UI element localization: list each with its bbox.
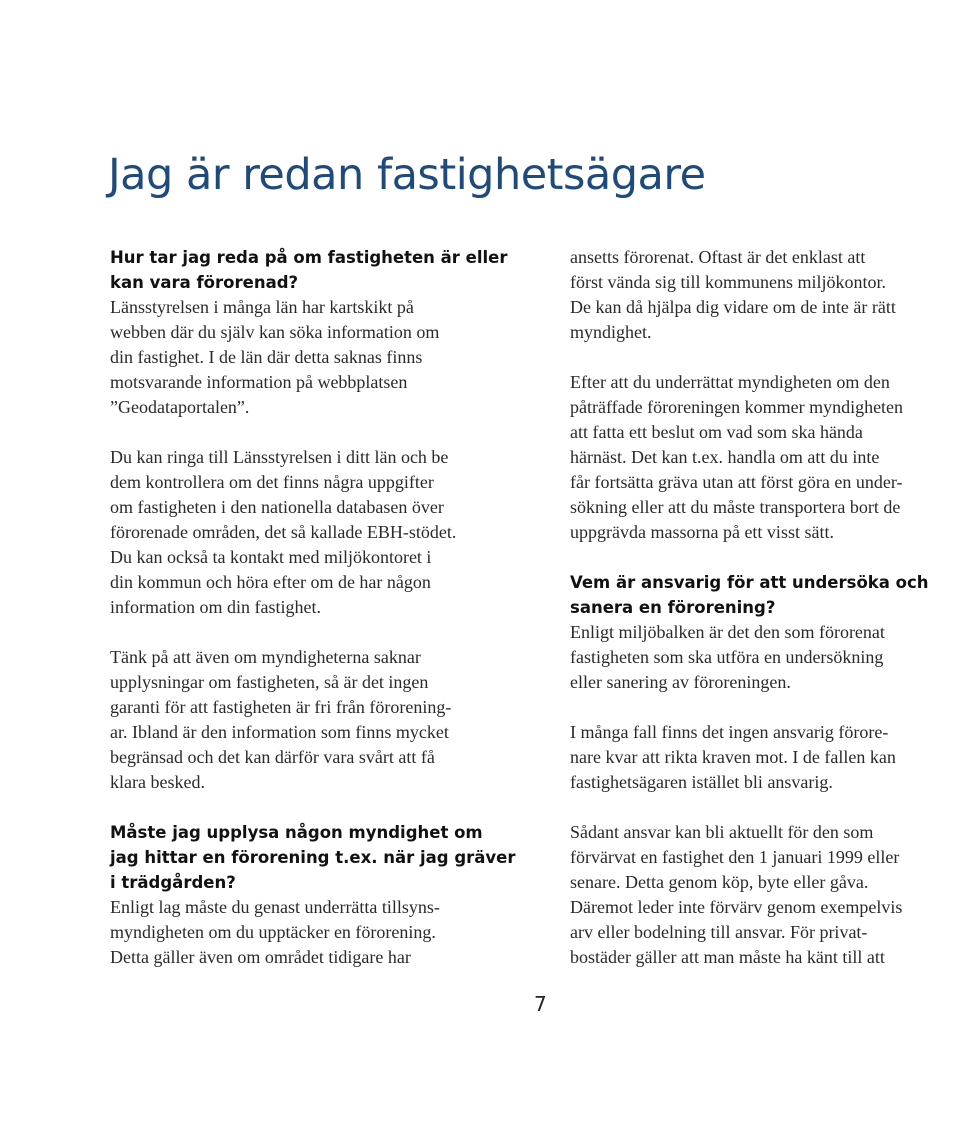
text-line: sökning eller att du måste transportera bort de: [570, 497, 901, 517]
text-line: klara besked.: [110, 772, 205, 792]
text-line: begränsad och det kan därför vara svårt att få: [110, 747, 435, 767]
text-line: Länsstyrelsen i många län har kartskikt på: [110, 297, 414, 317]
text-line: härnäst. Det kan t.ex. handla om att du inte: [570, 447, 880, 467]
text-line: dem kontrollera om det finns några uppgifter: [110, 472, 434, 492]
paragraph: [570, 820, 955, 970]
text-line: motsvarande information på webbplatsen: [110, 372, 408, 392]
text-line: påträffade föroreningen kommer myndigheten: [570, 397, 904, 417]
text-line: förorenade områden, det så kallade EBH-stödet.: [110, 522, 457, 542]
text-line: webben där du själv kan söka information om: [110, 322, 440, 342]
question-1-section: [110, 245, 510, 420]
heading-line: sanera en förorening?: [570, 598, 776, 617]
paragraph-block: [570, 720, 955, 795]
text-line: först vända sig till kommunens miljökontor.: [570, 272, 886, 292]
text-line: Sådant ansvar kan bli aktuellt för den som: [570, 822, 874, 842]
heading-line: jag hittar en förorening t.ex. när jag gräver: [110, 848, 516, 867]
text-line: garanti för att fastigheten är fri från förorening-: [110, 697, 452, 717]
page-number: 7: [534, 992, 547, 1016]
text-line: fastighetsägaren istället bli ansvarig.: [570, 772, 833, 792]
paragraph: [570, 620, 955, 695]
question-3-section: [570, 570, 955, 695]
text-line: uppgrävda massorna på ett visst sätt.: [570, 522, 834, 542]
text-line: Du kan ringa till Länsstyrelsen i ditt län och be: [110, 447, 449, 467]
text-line: om fastigheten i den nationella databasen över: [110, 497, 444, 517]
heading-line: kan vara förorenad?: [110, 273, 299, 292]
page-title: Jag är redan fastighetsägare: [108, 150, 706, 200]
text-line: fastigheten som ska utföra en undersökning: [570, 647, 884, 667]
paragraph-block: [570, 820, 955, 970]
text-line: nare kvar att rikta kraven mot. I de fallen kan: [570, 747, 896, 767]
text-line: Däremot leder inte förvärv genom exempelvis: [570, 897, 903, 917]
left-column: [110, 245, 516, 995]
text-line: förvärvat en fastighet den 1 januari 1999 eller: [570, 847, 900, 867]
text-line: ar. Ibland är den information som finns mycket: [110, 722, 449, 742]
paragraph: [570, 720, 955, 795]
text-line: upplysningar om fastigheten, så är det ingen: [110, 672, 429, 692]
text-line: information om din fastighet.: [110, 597, 321, 617]
question-heading-1: [110, 245, 510, 295]
paragraph: [570, 245, 955, 345]
heading-line: Måste jag upplysa någon myndighet om: [110, 823, 483, 842]
paragraph-block: [110, 645, 510, 795]
paragraph: [110, 445, 510, 620]
text-line: ansetts förorenat. Oftast är det enklast att: [570, 247, 866, 267]
text-line: arv eller bodelning till ansvar. För privat-: [570, 922, 868, 942]
question-heading-3: [570, 570, 955, 620]
paragraph: [110, 895, 510, 970]
text-line: I många fall finns det ingen ansvarig förore-: [570, 722, 889, 742]
text-line: De kan då hjälpa dig vidare om de inte är rätt: [570, 297, 896, 317]
text-line: att fatta ett beslut om vad som ska hända: [570, 422, 863, 442]
text-line: myndighet.: [570, 322, 652, 342]
text-line: får fortsätta gräva utan att först göra en under-: [570, 472, 903, 492]
text-line: eller sanering av föroreningen.: [570, 672, 791, 692]
paragraph: [110, 645, 510, 795]
question-heading-2: [110, 820, 516, 895]
text-line: Detta gäller även om området tidigare har: [110, 947, 411, 967]
paragraph-block: [110, 445, 510, 620]
heading-line: i trädgården?: [110, 873, 236, 892]
text-line: myndigheten om du upptäcker en förorening.: [110, 922, 436, 942]
paragraph: [110, 295, 510, 420]
text-line: Enligt lag måste du genast underrätta tillsyns-: [110, 897, 440, 917]
right-column: [570, 245, 955, 995]
paragraph-block: [570, 370, 955, 545]
question-2-section: [110, 820, 516, 970]
heading-line: Vem är ansvarig för att undersöka och: [570, 573, 929, 592]
text-line: Enligt miljöbalken är det den som förorenat: [570, 622, 885, 642]
paragraph-block: [570, 245, 955, 345]
text-line: din fastighet. I de län där detta saknas finns: [110, 347, 423, 367]
text-line: senare. Detta genom köp, byte eller gåva.: [570, 872, 869, 892]
heading-line: Hur tar jag reda på om fastigheten är eller: [110, 248, 508, 267]
text-line: din kommun och höra efter om de har någon: [110, 572, 431, 592]
text-line: ”Geodataportalen”.: [110, 397, 250, 417]
text-line: Tänk på att även om myndigheterna saknar: [110, 647, 421, 667]
paragraph: [570, 370, 955, 545]
text-line: bostäder gäller att man måste ha känt till att: [570, 947, 885, 967]
text-line: Du kan också ta kontakt med miljökontoret i: [110, 547, 432, 567]
text-line: Efter att du underrättat myndigheten om den: [570, 372, 890, 392]
